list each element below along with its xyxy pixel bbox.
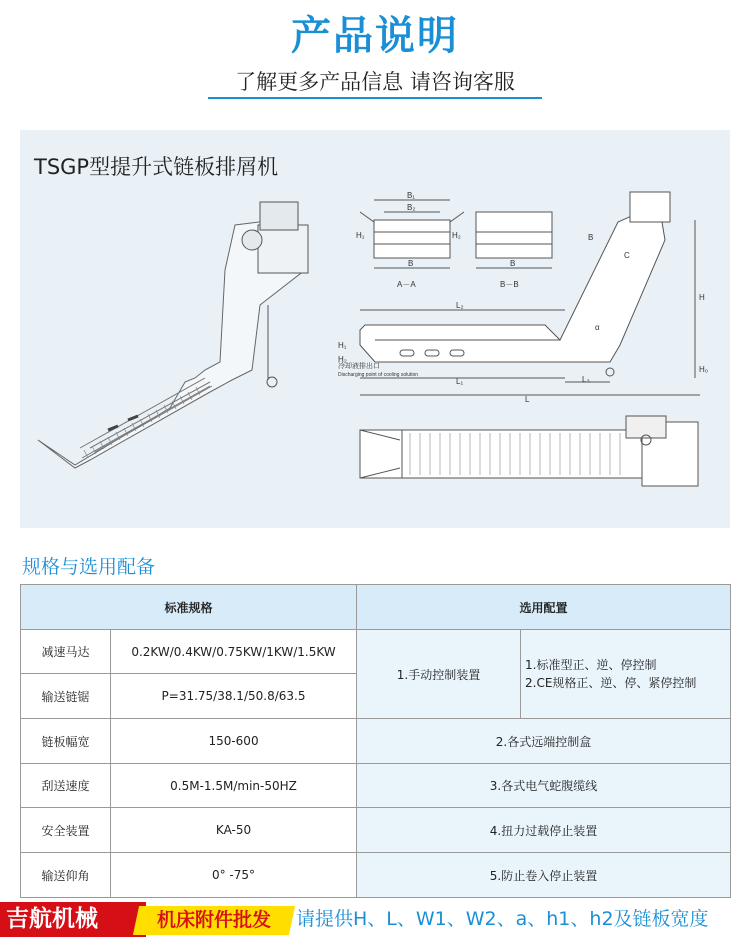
header-standard: 标准规格 [21, 585, 357, 630]
option-manual-control-detail [521, 630, 731, 719]
label-h1: H₁ [356, 231, 365, 240]
label-h2-side: H₂ [338, 355, 347, 364]
row-label: 减速马达 [21, 630, 111, 674]
table-row [21, 630, 731, 674]
label-section-bb: B－B [500, 280, 519, 289]
page-title: 产品说明 [291, 13, 459, 59]
spec-header-row [21, 585, 731, 630]
row-value: 0.2KW/0.4KW/0.75KW/1KW/1.5KW [111, 630, 357, 674]
wholesale-badge [133, 906, 295, 935]
row-value: P=31.75/38.1/50.8/63.5 [111, 674, 357, 719]
row-option: 3.各式电气蛇腹缆线 [357, 764, 731, 808]
label-l: L [525, 395, 530, 404]
label-b-aa: B [408, 259, 414, 268]
label-b2: B₂ [407, 203, 416, 212]
row-option: 5.防止卷入停止装置 [357, 853, 731, 898]
label-mark-b: B [588, 233, 594, 242]
label-alpha: α [595, 323, 600, 332]
label-mark-c: C [624, 251, 630, 260]
subtitle-underline [208, 97, 542, 99]
option-detail-2: 2.CE规格正、逆、停、紧停控制 [525, 676, 697, 690]
table-row [21, 853, 731, 898]
label-h: H [699, 293, 705, 302]
footer-banner [0, 902, 750, 937]
row-value: KA-50 [111, 808, 357, 853]
page-subtitle: 了解更多产品信息 请咨询客服 [235, 70, 515, 94]
label-l2: L₂ [456, 301, 464, 310]
wholesale-label: 机床附件批发 [156, 909, 271, 931]
label-b1: B₁ [407, 191, 416, 200]
row-label: 输送仰角 [21, 853, 111, 898]
row-value: 0.5M-1.5M/min-50HZ [111, 764, 357, 808]
row-label: 安全装置 [21, 808, 111, 853]
row-label: 输送链锯 [21, 674, 111, 719]
label-section-aa: A－A [397, 280, 416, 289]
row-value: 0° -75° [111, 853, 357, 898]
product-model-title: TSGP型提升式链板排屑机 [34, 155, 279, 179]
conveyor-3d-illustration [38, 202, 308, 468]
label-outlet-cn: 冷却液排出口 [338, 363, 380, 370]
label-b-bb: B [510, 259, 516, 268]
header-options: 选用配置 [357, 585, 731, 630]
request-note: 请提供H、L、W1、W2、a、h1、h2及链板宽度 [296, 908, 709, 930]
row-option: 4.扭力过载停止装置 [357, 808, 731, 853]
row-option: 2.各式远端控制盒 [357, 719, 731, 764]
row-value: 150-600 [111, 719, 357, 764]
label-l3: L₃ [582, 375, 590, 384]
row-label: 链板幅宽 [21, 719, 111, 764]
top-view-drawing [360, 416, 698, 486]
option-detail-1: 1.标准型正、逆、停控制 [525, 658, 657, 672]
table-row [21, 719, 731, 764]
label-l1: L₁ [456, 377, 464, 386]
option-manual-control: 1.手动控制装置 [357, 630, 521, 719]
conveyor-drawings [20, 130, 730, 528]
label-outlet-en: Discharging point of cooling solution [338, 372, 419, 378]
label-h1-side: H₁ [338, 341, 347, 350]
brand-name: 吉航机械 [0, 902, 146, 937]
spec-table [20, 584, 731, 898]
table-row [21, 764, 731, 808]
row-label: 刮送速度 [21, 764, 111, 808]
spec-section-title: 规格与选用配备 [22, 556, 156, 578]
table-row [21, 808, 731, 853]
label-h2: H₂ [452, 231, 461, 240]
label-h0: H₀ [699, 365, 709, 374]
